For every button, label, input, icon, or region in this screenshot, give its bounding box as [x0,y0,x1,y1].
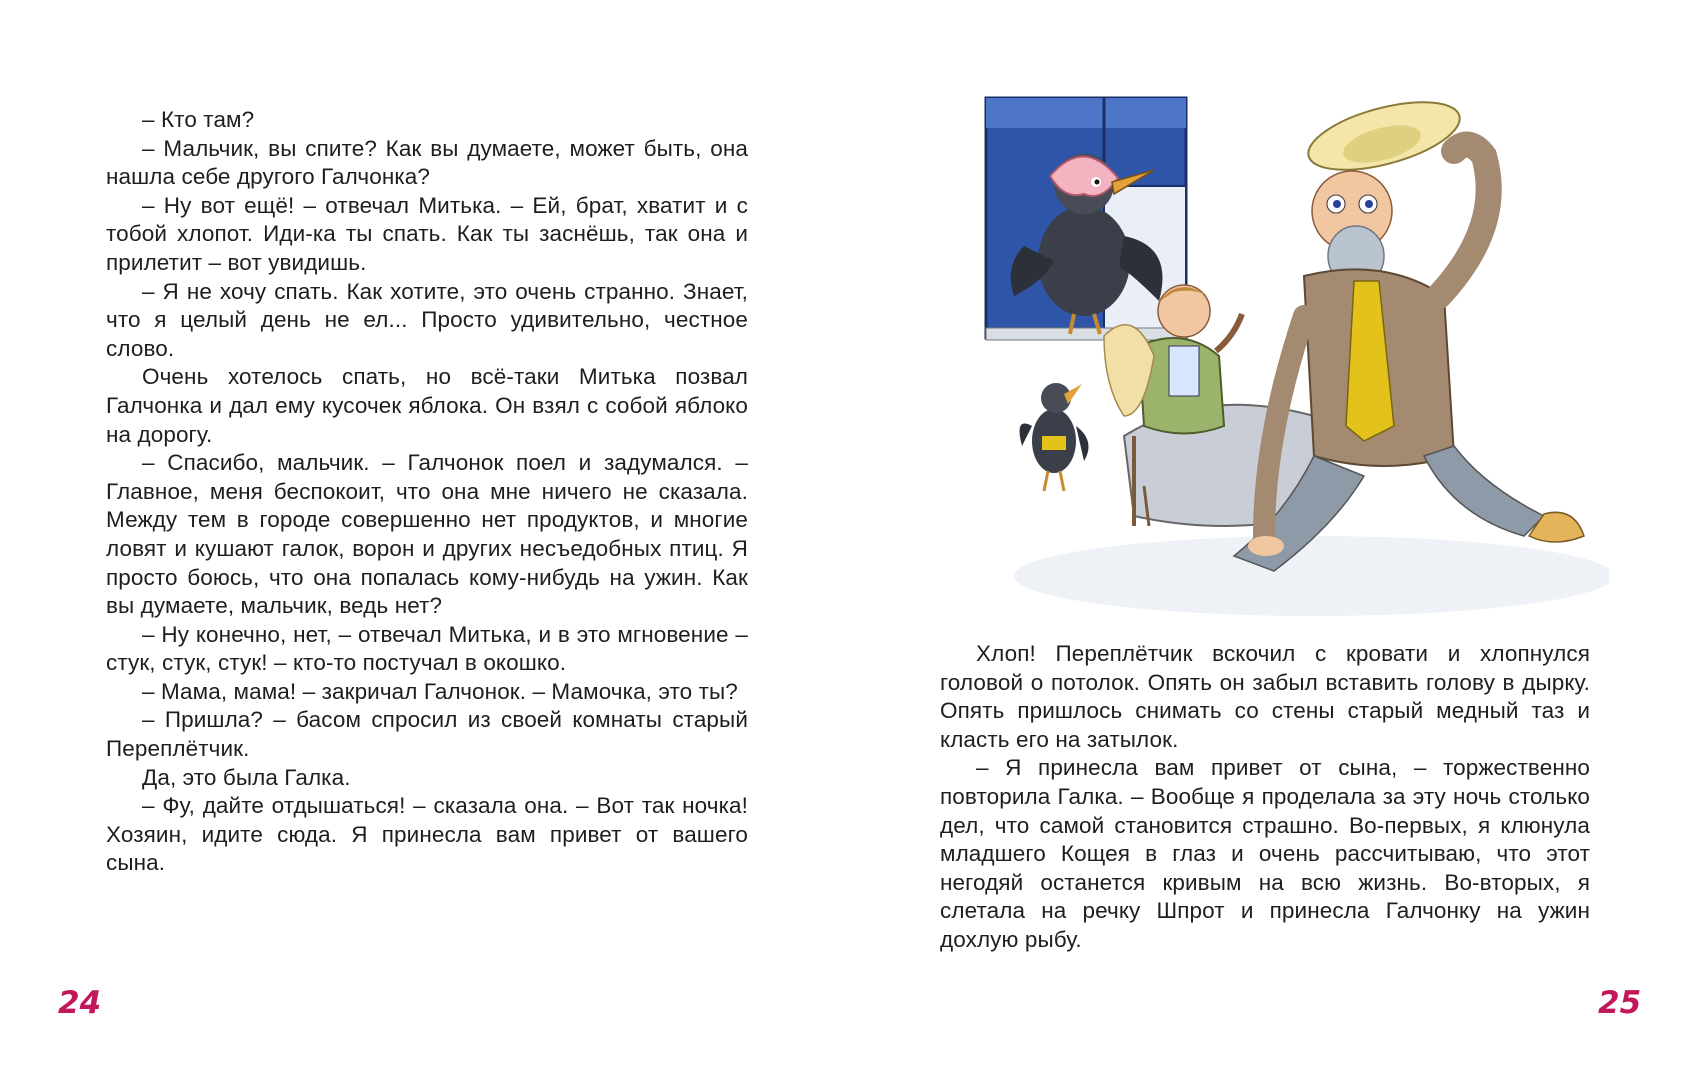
page-number-left: 24 [58,985,102,1021]
paragraph: – Ну конечно, нет, – отвечал Митька, и в это мгновение – стук, стук, стук! – кто-то постучал в окошко. [106,621,748,676]
page-number-right: 25 [1598,985,1642,1021]
paragraph: Да, это была Галка. [142,764,351,790]
right-page-text [940,640,1590,955]
paragraph: – Мама, мама! – закричал Галчонок. – Мамочка, это ты? [142,678,738,704]
paragraph: – Пришла? – басом спросил из своей комнаты старый Переплётчик. [106,707,748,762]
paragraph: Хлоп! Переплётчик вскочил с кровати и хлопнулся головой о потолок. Опять он забыл вставить голову в дырку. Опять пришлось снимать со стены старый медный таз и класть его на затылок. [940,641,1590,752]
illustration [984,96,1609,636]
right-page [844,0,1688,1080]
left-page-text [106,106,748,878]
paragraph: – Спасибо, мальчик. – Галчонок поел и задумался. – Главное, меня беспокоит, что она мне ничего не сказала. Между тем в городе совершенно нет продуктов, и многие ловят и кушают галок, ворон и других несъедобных птиц. Я просто боюсь, что она попалась кому-нибудь на ужин. Как вы думаете, мальчик, ведь нет? [106,450,748,619]
paragraph: Очень хотелось спать, но всё-таки Митька позвал Галчонка и дал ему кусочек яблока. Он взял с собой яблоко на дорогу. [106,364,748,447]
illustration-drawing [984,96,1609,636]
paragraph: – Ну вот ещё! – отвечал Митька. – Ей, брат, хватит и с тобой хлопот. Иди-ка ты спать. Как ты заснёшь, так она и прилетит – вот увидишь. [106,192,748,275]
paragraph: – Я не хочу спать. Как хотите, это очень странно. Знает, что я целый день не ел... Просто удивительно, честное слово. [106,278,748,361]
paragraph: – Я принесла вам привет от сына, – торжественно повторила Галка. – Вообще я проделала за эту ночь столько дел, что самой становится страшно. Во-первых, я клюнула младшего Кощея в глаз и очень рассчитываю, что этот негодяй останется кривым на всю жизнь. Во-вторых, я слетала на речку Шпрот и принесла Галчонку на ужин дохлую рыбу. [940,755,1590,952]
small-jackdaw-icon [1020,383,1089,491]
paragraph: – Кто там? [142,107,255,132]
paragraph: – Фу, дайте отдышаться! – сказала она. – Вот так ночка! Хозяин, идите сюда. Я принесла вам привет от вашего сына. [106,793,748,876]
paragraph: – Мальчик, вы спите? Как вы думаете, может быть, она нашла себе другого Галчонка? [106,135,748,190]
